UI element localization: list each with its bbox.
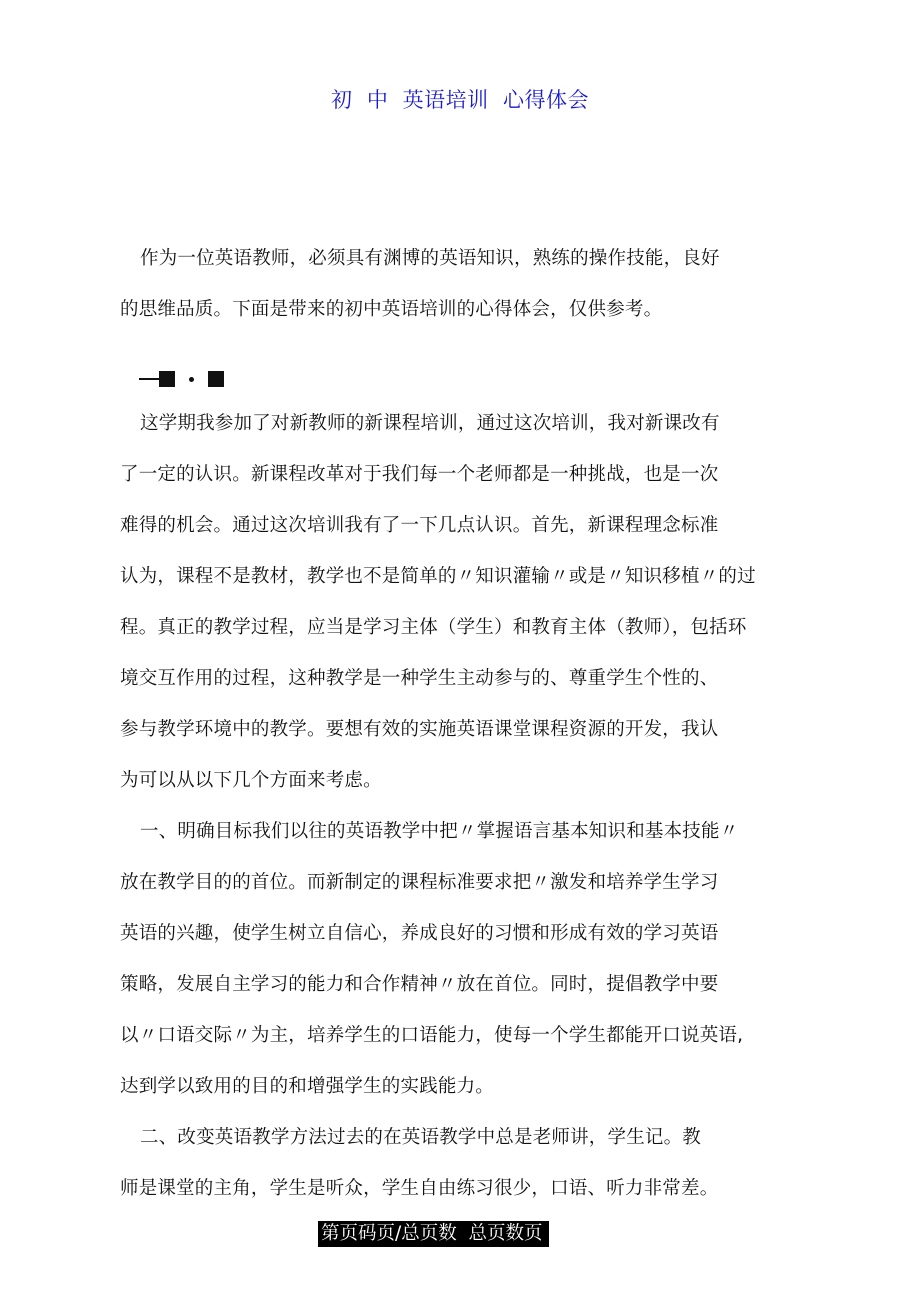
body-line: 英语的兴趣，使学生树立自信心，养成良好的习惯和形成有效的学习英语 — [120, 923, 719, 944]
intro-line: 作为一位英语教师，必须具有渊博的英语知识，熟练的操作技能，良好 — [140, 248, 720, 269]
body-line: 这学期我参加了对新教师的新课程培训，通过这次培训，我对新课改有 — [140, 413, 720, 434]
body-line: 二、改变英语教学方法过去的在英语教学中总是老师讲，学生记。教 — [140, 1127, 702, 1148]
document-title: 初 中 英语培训 心得体会 — [330, 88, 590, 112]
body-line: 难得的机会。通过这次培训我有了一下几点认识。首先，新课程理念标准 — [120, 515, 719, 536]
body-line: 了一定的认识。新课程改革对于我们每一个老师都是一种挑战，也是一次 — [120, 464, 719, 485]
body-line: 程。真正的教学过程，应当是学习主体（学生）和教育主体（教师），包括环 — [120, 617, 747, 638]
dot-glyph — [189, 377, 194, 382]
body-line: 师是课堂的主角，学生是听众，学生自由练习很少，口语、听力非常差。 — [120, 1178, 719, 1199]
page-footer: 第页码页/总页数 总页数页 — [318, 1221, 549, 1247]
body-line: 认为，课程不是教材，教学也不是简单的〃知识灌输〃或是〃知识移植〃的过 — [120, 566, 756, 587]
section-marker — [139, 369, 224, 389]
body-line: 为可以从以下几个方面来考虑。 — [120, 770, 382, 791]
body-line: 策略，发展自主学习的能力和合作精神〃放在首位。同时，提倡教学中要 — [120, 974, 719, 995]
square-glyph — [208, 371, 224, 387]
body-line: 达到学以致用的目的和增强学生的实践能力。 — [120, 1076, 495, 1097]
body-line: 境交互作用的过程，这种教学是一种学生主动参与的、尊重学生个性的、 — [120, 668, 719, 689]
body-line: 参与教学环境中的教学。要想有效的实施英语课堂课程资源的开发，我认 — [120, 719, 719, 740]
square-glyph — [159, 371, 175, 387]
body-line: 一、明确目标我们以往的英语教学中把〃掌握语言基本知识和基本技能〃 — [140, 821, 739, 842]
body-line: 放在教学目的的首位。而新制定的课程标准要求把〃激发和培养学生学习 — [120, 872, 719, 893]
body-line: 以〃口语交际〃为主，培养学生的口语能力，使每一个学生都能开口说英语, — [120, 1025, 744, 1046]
intro-line: 的思维品质。下面是带来的初中英语培训的心得体会，仅供参考。 — [120, 299, 663, 320]
dash-glyph — [139, 378, 159, 380]
